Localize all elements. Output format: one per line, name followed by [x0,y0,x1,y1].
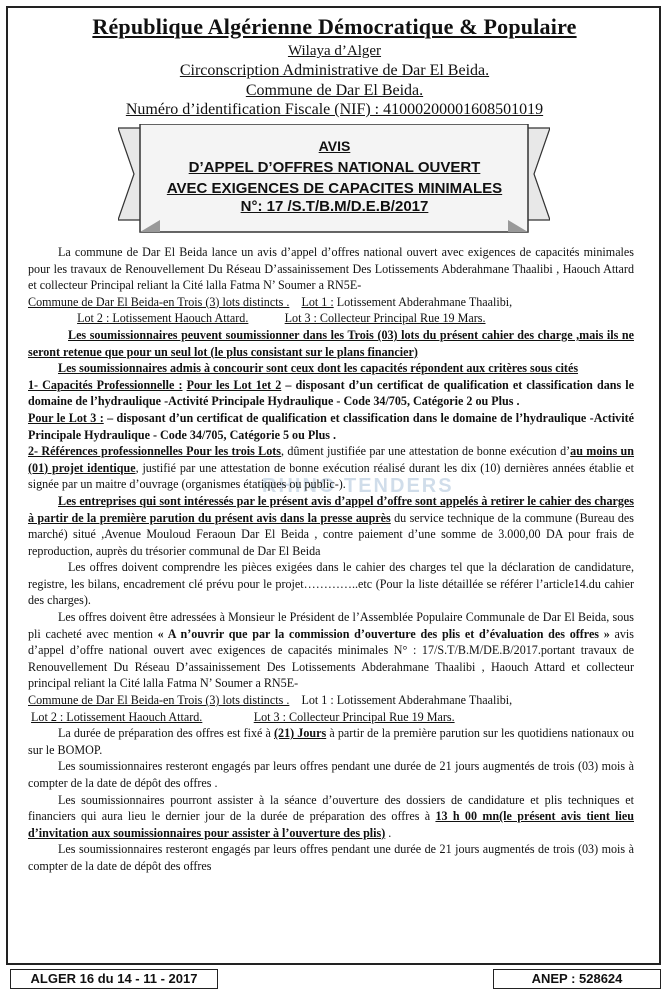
duree-rest: à partir de la première parution sur les quotidiens nationaux ou sur le BOMOP. [28,726,635,757]
lot3-label: Pour le Lot 3 : [28,410,104,425]
intro-lot3: Lot 3 : Collecteur Principal Rue 19 Mars. [284,311,486,326]
intro-lot1: Lotissement Abderahmane Thaalibi, [336,294,513,309]
references-projet: au moins un (01) projet identique [28,444,635,475]
paragraph-lots [28,310,634,327]
republic-title: République Algérienne Démocratique & Populaire [92,14,577,39]
paragraph-ouverture [28,792,634,842]
paragraph-pieces: Les offres doivent comprendre les pièces exigées dans le cahier des charges tel que la déclaration de candidature, registre, les bilans, encadrement clé prévu pour le projet…………..etc (Pour la liste détaillée se référer l’article14.du cahier des charges). [28,560,634,608]
footer-publication: ALGER 16 du 14 - 11 - 2017 [10,969,218,989]
banner-avis: AVIS [318,138,351,154]
banner-line1: D’APPEL D’OFFRES NATIONAL OUVERT [188,159,481,176]
references-rest: , justifié par une attestation de bonne exécution réalisé durant les dix (10) dernières années établie et signée par un maitre d’ouvrage (organismes étatiques ou public-). [28,460,634,492]
paragraph-soumission: Les soumissionnaires peuvent soumissionner dans les Trois (03) lots du présent cahier des charge ,mais ils ne seront retenue que pour un seul lot (le plus consistant sur le plans financier) [28,327,634,359]
ouverture-heure: 13 h 00 mn(le présent avis tient lieu d’invitation aux soumissionnaires pour assister à l’ouverture des plis) [28,809,634,840]
banner-line3: N°: 17 /S.T/B.M/D.E.B/2017 [240,198,429,215]
intro-lot1-label: Lot 1 : [301,294,334,309]
paragraph-lot3 [28,410,634,443]
duree-jours: (21) Jours [274,726,327,741]
circonscription-line: Circonscription Administrative de Dar El Beida. [179,62,490,79]
paragraph-engagement: Les soumissionnaires resteront engagés par leurs offres pendant une durée de 21 jours augmentés de trois (03) mois à compter de la date de dépôt des offres . [28,759,634,790]
banner-line2: AVEC EXIGENCES DE CAPACITES MINIMALES [166,180,503,197]
references-label: 2- Références professionnelles Pour les trois Lots [28,444,282,459]
wilaya-line: Wilaya d’Alger [287,43,382,59]
adresse-text: Les offres doivent être adressées à Monsieur le Président de l’Assemblée Populaire Communale de Dar El Beida, sous pli cacheté avec mention [28,610,634,641]
intro-commune: Commune de Dar El Beida-en Trois (3) lots distincts . [28,294,290,309]
adresse-commune: Commune de Dar El Beida-en Trois (3) lots distincts . [28,693,290,708]
notice-body [28,244,634,875]
retrait-bold: Les entreprises qui sont intéressés par le présent avis d’appel d’offre sont appelés à retirer le cahier des charges à partir de la première parution du présent avis dans la presse auprès [28,493,634,525]
commune-line: Commune de Dar El Beida. [245,82,424,99]
lot12-text: – disposant d’un certificat de qualification et classification dans le domaine de l’hydraulique -Activité Principale Hydraulique - Code 34/705, Catégorie 2 ou Plus . [28,377,634,409]
paragraph-duree [28,725,634,758]
paragraph-capacites [28,377,634,410]
paragraph-intro [28,244,634,310]
nif-line: Numéro d’identification Fiscale (NIF) : 410002000016085​01019 [125,101,544,118]
ouverture-end: . [385,825,392,840]
paragraph-criteres: Les soumissionnaires admis à concourir sont ceux dont les capacités répondent aux critères sous cités [58,361,579,376]
adresse-lot2: Lot 2 : Lotissement Haouch Attard. [31,709,203,724]
adresse-mention: « A n’ouvrir que par la commission d’ouverture des plis et d’évaluation des offres » [157,626,610,641]
lot3-text: – disposant d’un certificat de qualification et classification dans le domaine de l’hydraulique -Activité Principale Hydraulique - Code 34/705, Catégorie 5 ou Plus . [28,410,634,442]
duree-text: La durée de préparation des offres est fixé à [58,726,274,741]
references-text: , dûment justifiée par une attestation de bonne exécution d’ [281,444,571,459]
adresse-lot1: Lot 1 : Lotissement Abderahmane Thaalibi, [301,693,513,708]
lot12-label: Pour les Lot 1et 2 [186,377,282,392]
intro-text: La commune de Dar El Beida lance un avis d’appel d’offres national ouvert avec exigences de capacités minimales pour les travaux de Renouvellement Du Réseau D’assainissement Des Lotissements Abderahmane Thaalibi , Haouch Attard et collecteur Principal reliant la Cité lalla Fatma N’ Soumer a RN5E- [28,245,634,293]
footer-anep: ANEP : 528624 [493,969,661,989]
retrait-text: du service technique de la commune (Bureau des marché) situé ,Avenue Mouloud Feraoun Dar El Beida , contre paiement d’une somme de 3.000,00 DA pour frais de reproduction, auprès du trésorier communal de Dar El Beida [28,510,634,558]
adresse-rest: avis d’appel d’offre national ouvert avec exigences de capacités minimales N° : 17/S.T/B.M/DE.B/2017.portant travaux de Renouvellement Du Réseau D’assainissement Des Lotissements Abderahmane Thaalibi , Haouch Attard et collecteur principal reliant la Cité lalla Fatma N’ Soumer a RN5E- [28,626,634,691]
adresse-lot3: Lot 3 : Collecteur Principal Rue 19 Mars. [253,709,455,724]
paragraph-adresse [28,609,634,725]
paragraph-retrait [28,493,634,559]
paragraph-references [28,443,634,493]
paragraph-engagement-2: Les soumissionnaires resteront engagés par leurs offres pendant une durée de 21 jours augmentés de trois (03) mois à compter de la date de dépôt des offres [28,842,634,873]
ouverture-text: Les soumissionnaires pourront assister à la séance d’ouverture des dossiers de candidature et plis techniques et financiers qui aura lieu le dernier jour de la durée de préparation des offres à [28,792,634,824]
capacites-label: 1- Capacités Professionnelle : [28,377,183,392]
watermark: RHINO TENDERS [262,475,454,497]
intro-lot2: Lot 2 : Lotissement Haouch Attard. [77,311,249,326]
